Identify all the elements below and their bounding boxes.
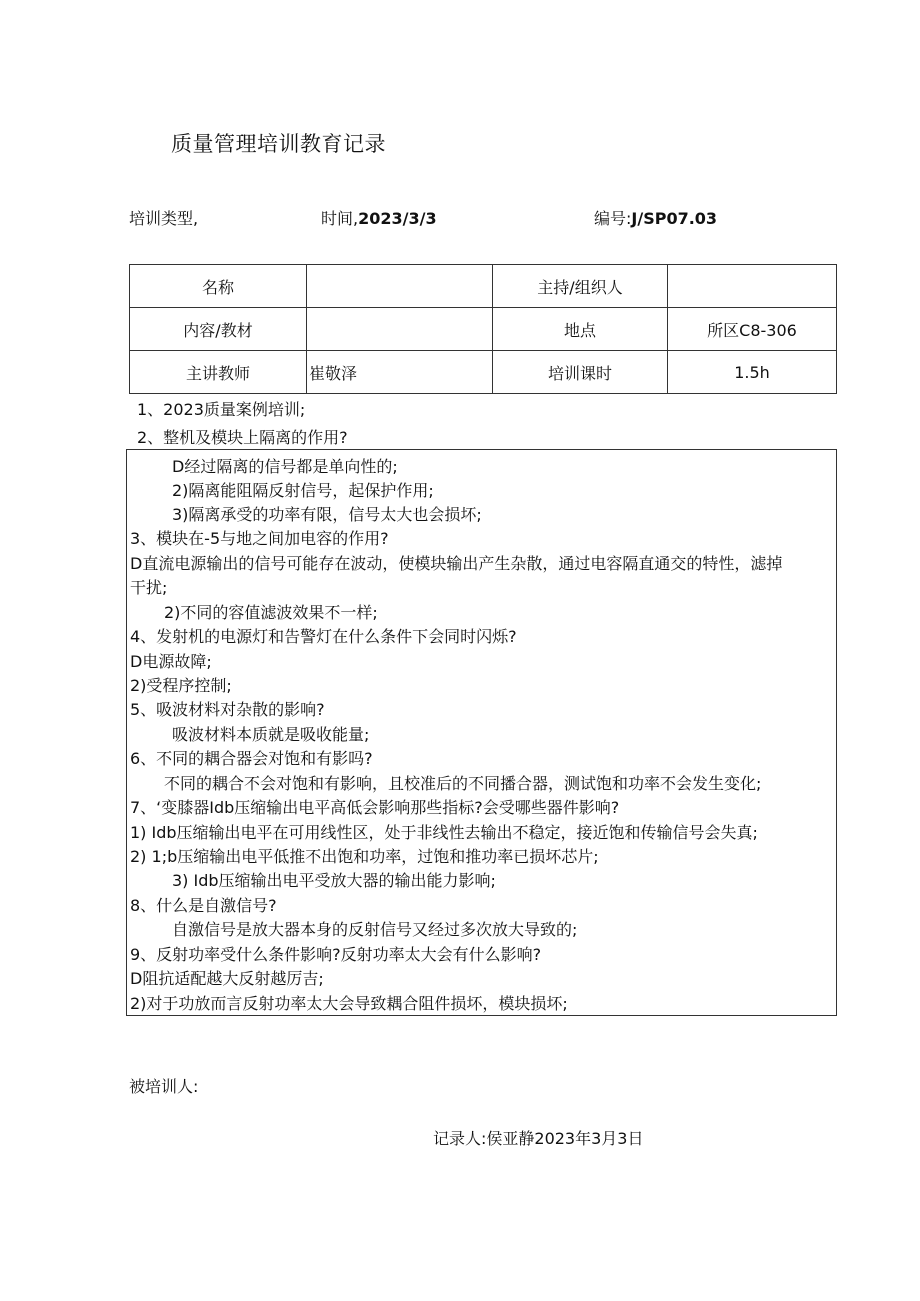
body-line: 3)隔离承受的功率有限，信号太大也会损坏; xyxy=(172,505,482,524)
body-line: 吸波材料本质就是吸收能量; xyxy=(172,725,370,744)
body-line: D直流电源输出的信号可能存在波动，使模块输出产生杂散，通过电容隔直通交的特性，滤掉 xyxy=(130,554,783,573)
code-label: 编号: xyxy=(594,209,632,228)
body-line: 2) 1;b压缩输出电平低推不出饱和功率，过饱和推功率已损坏芯片; xyxy=(130,847,599,866)
content-value xyxy=(307,308,493,351)
teacher-value: 崔敬泽 xyxy=(307,351,493,394)
name-value xyxy=(307,265,493,308)
table-row xyxy=(130,351,837,394)
body-line: D阻抗适配越大反射越厉吉; xyxy=(130,969,324,988)
hours-value: 1.5h xyxy=(668,351,837,394)
page-title: 质量管理培训教育记录 xyxy=(171,132,386,156)
body-line: 9、反射功率受什么条件影响?反射功率太大会有什么影响? xyxy=(130,945,542,964)
body-line: 干扰; xyxy=(130,578,168,597)
body-line: 7、‘变膝器Idb压缩输出电平高低会影响那些指标?会受哪些器件影响? xyxy=(130,798,620,817)
body-line: D电源故障; xyxy=(130,652,212,671)
place-value: 所区C8-306 xyxy=(668,308,837,351)
body-line: 8、什么是自激信号? xyxy=(130,896,277,915)
body-line: 自激信号是放大器本身的反射信号又经过多次放大导致的; xyxy=(172,920,578,939)
body-line: 2)受程序控制; xyxy=(130,676,232,695)
body-line: 2)不同的容值滤波效果不一样; xyxy=(164,603,378,622)
name-label: 名称 xyxy=(130,265,307,308)
body-line: 1) Idb压缩输出电平在可用线性区，处于非线性去输出不稳定，接近饱和传输信号会失真; xyxy=(130,823,758,842)
body-line: 6、不同的耦合器会对饱和有影吗? xyxy=(130,749,373,768)
host-value xyxy=(668,265,837,308)
teacher-label: 主讲教师 xyxy=(130,351,307,394)
recorder-signature: 记录人:侯亚静2023年3月3日 xyxy=(433,1129,644,1148)
document-code xyxy=(594,206,717,229)
time-value: 2023/3/3 xyxy=(358,209,437,228)
trainee-label: 被培训人: xyxy=(129,1077,199,1096)
body-line: D经过隔离的信号都是单向性的; xyxy=(172,457,398,476)
body-line: 4、发射机的电源灯和告警灯在什么条件下会同时闪烁? xyxy=(130,627,517,646)
content-label: 内容/教材 xyxy=(130,308,307,351)
training-type-label: 培训类型, xyxy=(129,209,199,228)
code-value: J/SP07.03 xyxy=(631,209,718,228)
time-label: 时间, xyxy=(321,209,359,228)
body-line: 3、模块在-5与地之间加电容的作用? xyxy=(130,529,389,548)
body-line: 3) Idb压缩输出电平受放大器的输出能力影响; xyxy=(172,871,496,890)
info-table xyxy=(129,264,837,394)
body-line: 不同的耦合不会对饱和有影响，且校准后的不同播合器，测试饱和功率不会发生变化; xyxy=(164,774,762,793)
table-row xyxy=(130,265,837,308)
training-time xyxy=(321,206,437,229)
topic-2: 2、整机及模块上隔离的作用? xyxy=(137,428,348,447)
body-line: 2)对于功放而言反射功率太大会导致耦合阻件损坏，模块损坏; xyxy=(130,994,568,1013)
content-box xyxy=(126,449,837,1016)
body-line: 5、吸波材料对杂散的影响? xyxy=(130,700,325,719)
place-label: 地点 xyxy=(493,308,668,351)
hours-label: 培训课时 xyxy=(493,351,668,394)
host-label: 主持/组织人 xyxy=(493,265,668,308)
table-row xyxy=(130,308,837,351)
body-line: 2)隔离能阻隔反射信号，起保护作用; xyxy=(172,481,434,500)
topic-1: 1、2023质量案例培训; xyxy=(137,400,306,419)
